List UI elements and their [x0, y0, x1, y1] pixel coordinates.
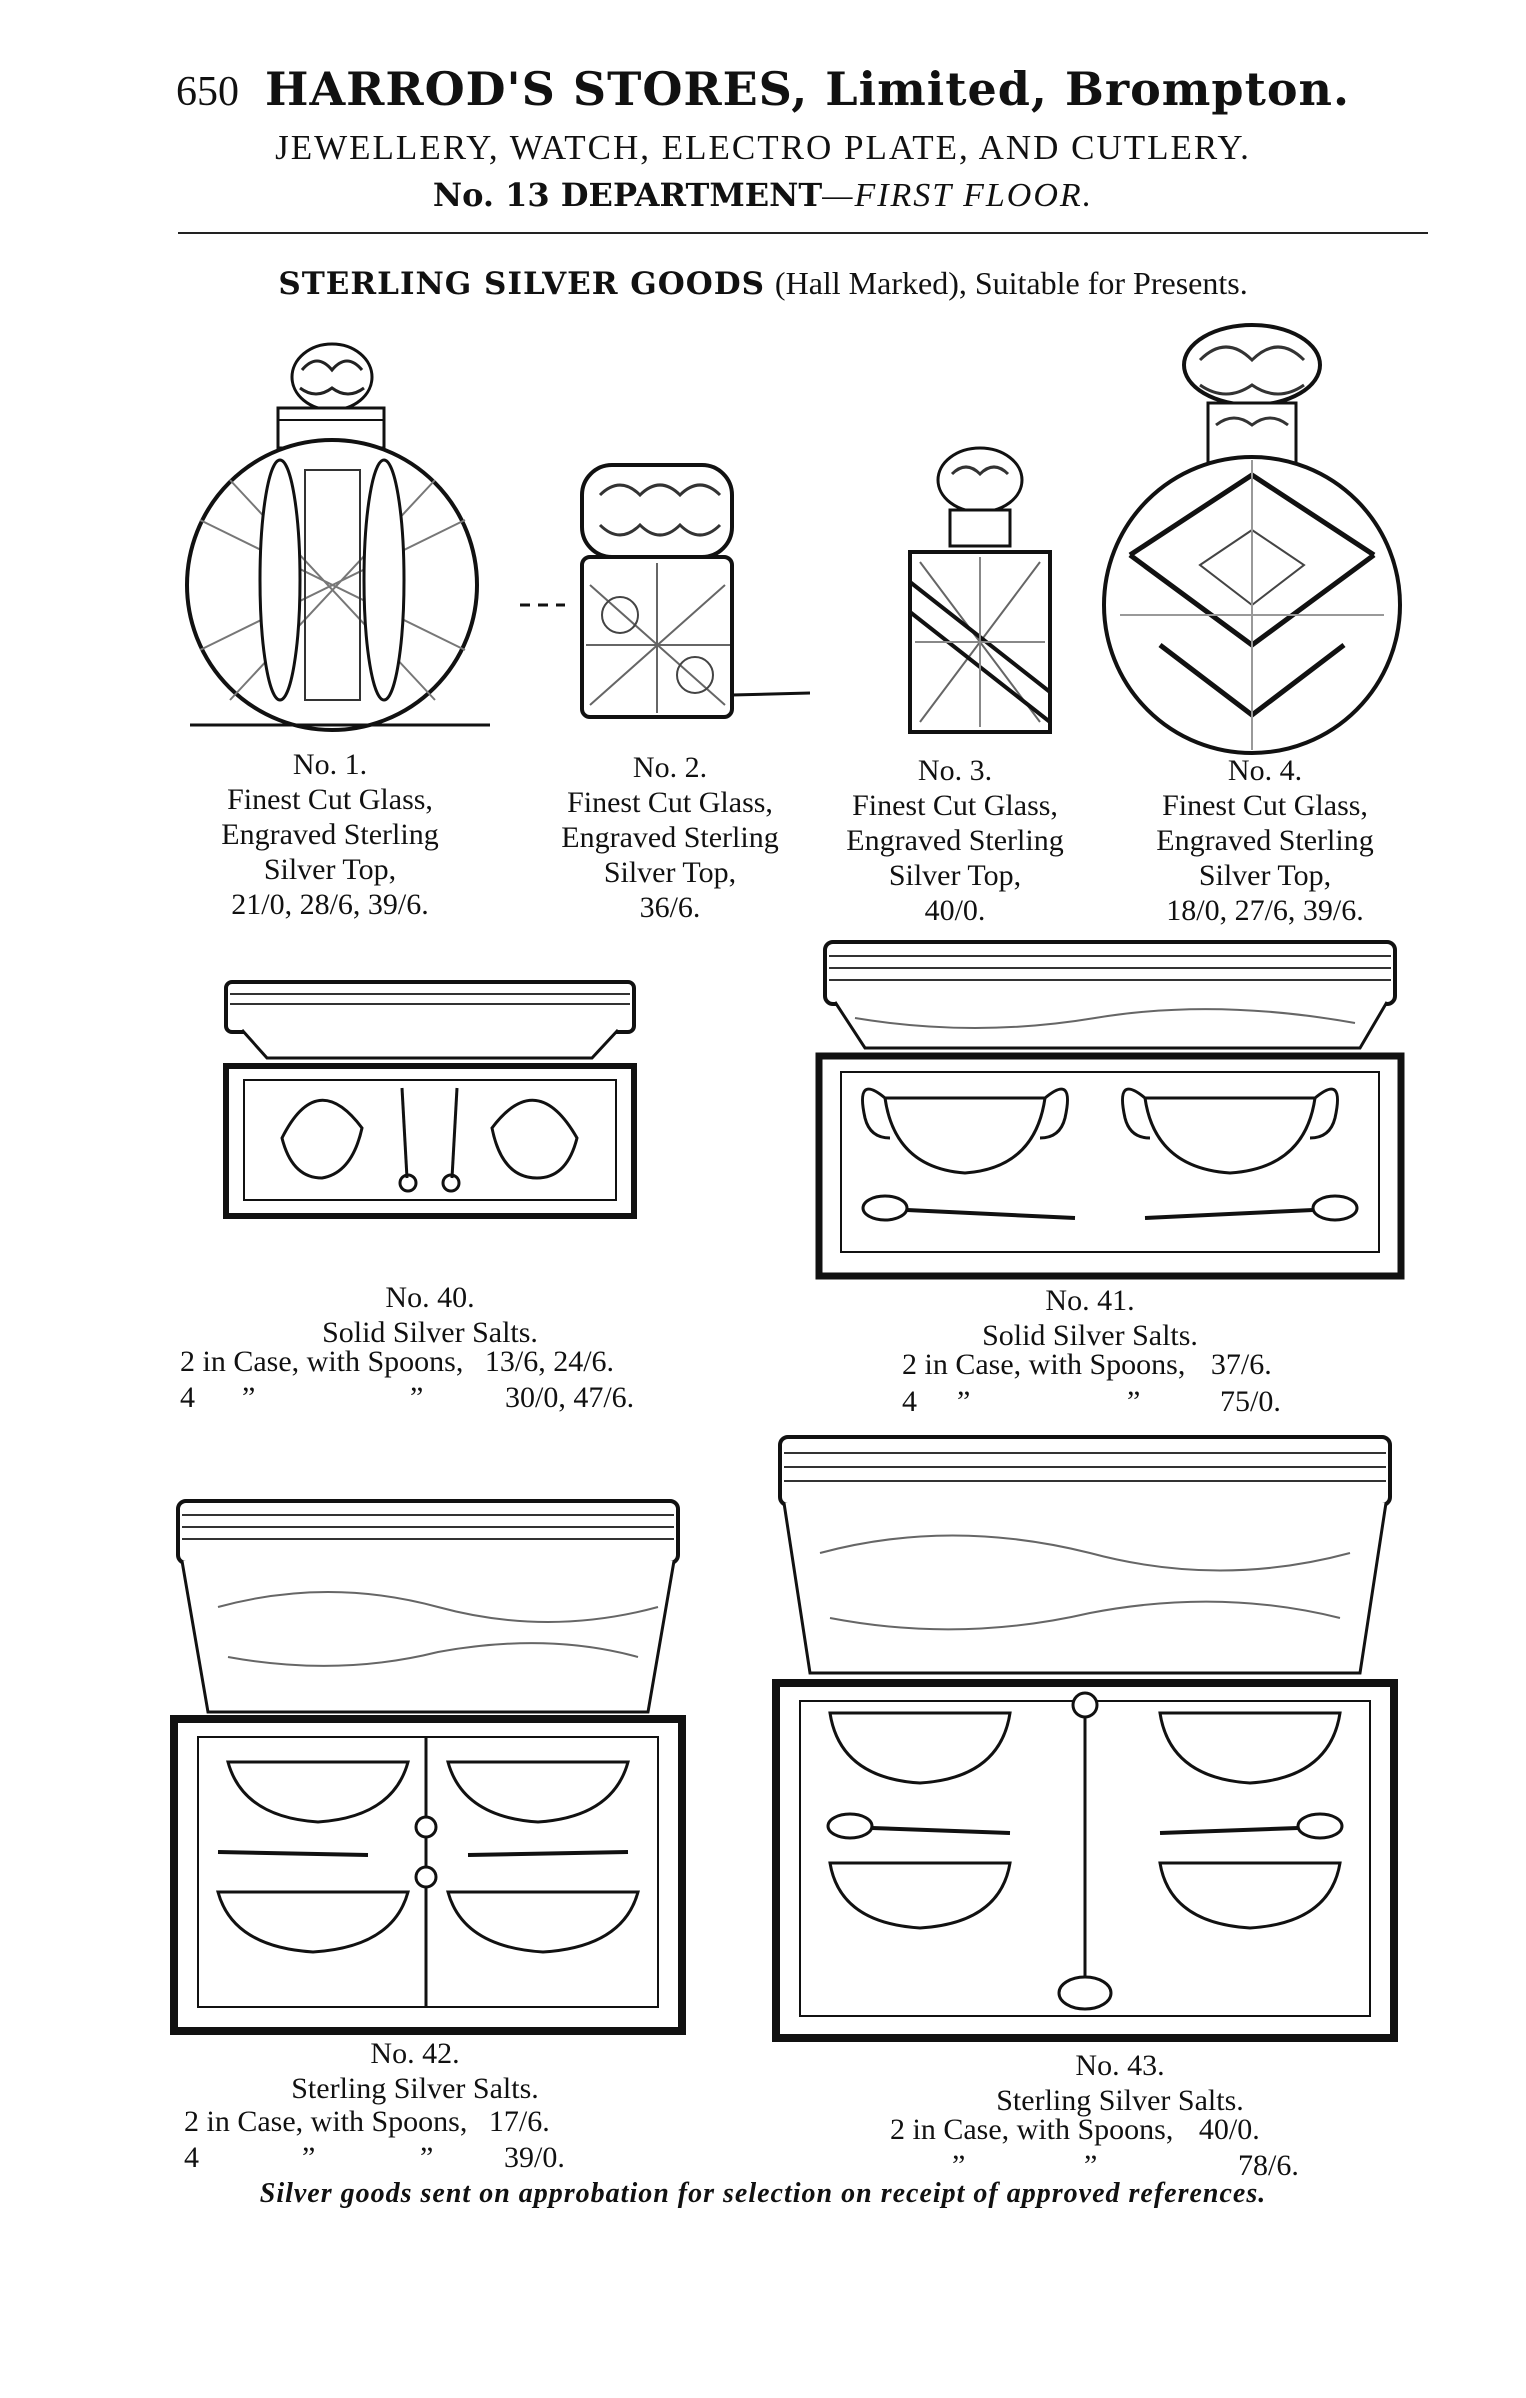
set-42-caption [235, 2036, 595, 2106]
bottle-4-number: No. 4. [1227, 754, 1303, 787]
bottle-1-line-2: Engraved Sterling [221, 818, 439, 851]
department-subtitle: JEWELLERY, WATCH, ELECTRO PLATE, AND CUTLERY. [275, 128, 1251, 167]
department-floor: —FIRST FLOOR. [822, 177, 1094, 214]
set-40-row-2-ditto-1: ” [242, 1381, 256, 1414]
set-43-row-1-label: 2 in Case, with Spoons, [890, 2113, 1174, 2146]
bottle-2-line-2: Engraved Sterling [561, 821, 779, 854]
bottle-1-line-1: Finest Cut Glass, [227, 783, 433, 816]
set-43-illustration [770, 1433, 1400, 2045]
bottle-4-line-3: Silver Top, [1198, 859, 1332, 892]
set-42-description: Sterling Silver Salts. [291, 2072, 539, 2105]
department-line [0, 176, 1526, 215]
set-41-price-row-2 [902, 1384, 1322, 1420]
set-43-number: No. 43. [1075, 2049, 1165, 2082]
bottle-4-caption [1115, 753, 1415, 928]
bottle-1-caption [190, 747, 470, 922]
bottle-2-line-3: Silver Top, [603, 856, 737, 889]
set-42-price-row-1 [184, 2104, 550, 2140]
section-heading [0, 265, 1526, 302]
set-42-row-2-qty: 4 [184, 2141, 199, 2174]
set-41-row-2-ditto-1: ” [957, 1385, 971, 1418]
bottle-3-line-3: Silver Top, [888, 859, 1022, 892]
set-41-number: No. 41. [1045, 1284, 1135, 1317]
set-42-number: No. 42. [370, 2037, 460, 2070]
bottle-4-line-1: Finest Cut Glass, [1162, 789, 1368, 822]
approbation-note: Silver goods sent on approbation for selection on receipt of approved references. [259, 2178, 1267, 2209]
set-42-row-1-label: 2 in Case, with Spoons, [184, 2105, 468, 2138]
bottle-3-price: 40/0. [924, 894, 986, 927]
set-40-row-2-price: 30/0, 47/6. [505, 1381, 635, 1414]
set-43-description: Sterling Silver Salts. [996, 2084, 1244, 2117]
bottle-2-caption [530, 750, 810, 925]
set-42-illustration [168, 1497, 688, 2037]
set-40-row-2-ditto-2: ” [410, 1381, 424, 1414]
set-41-caption [910, 1283, 1270, 1353]
set-42-row-1-price: 17/6. [488, 2105, 550, 2138]
bottle-4-line-2: Engraved Sterling [1156, 824, 1374, 857]
set-42-row-2-ditto-1: ” [302, 2141, 316, 2174]
set-41-price-row-1 [902, 1347, 1272, 1383]
set-40-price-row-2 [180, 1380, 680, 1416]
bottle-4-price: 18/0, 27/6, 39/6. [1166, 894, 1364, 927]
bottle-2-line-1: Finest Cut Glass, [567, 786, 773, 819]
bottle-3-caption [820, 753, 1090, 928]
section-title: STERLING SILVER GOODS [278, 266, 766, 302]
bottle-3-line-1: Finest Cut Glass, [852, 789, 1058, 822]
set-42-price-row-2 [184, 2140, 644, 2176]
set-40-number: No. 40. [385, 1281, 475, 1314]
bottle-2-illustration [510, 455, 810, 735]
bottle-3-line-2: Engraved Sterling [846, 824, 1064, 857]
set-41-row-2-price: 75/0. [1220, 1385, 1281, 1418]
set-41-row-1-label: 2 in Case, with Spoons, [902, 1348, 1186, 1381]
set-43-row-1-price: 40/0. [1198, 2113, 1260, 2146]
set-43-row-2-ditto-1: ” [952, 2149, 966, 2182]
set-40-price-row-1 [180, 1344, 614, 1380]
set-43-price-row-1 [890, 2112, 1260, 2148]
set-43-caption [940, 2048, 1300, 2118]
store-name: HARROD'S STORES, Limited, Brompton. [264, 62, 1350, 116]
set-43-row-2-price: 78/6. [1238, 2149, 1299, 2182]
store-heading [0, 62, 1526, 116]
set-40-row-1-label: 2 in Case, with Spoons, [180, 1345, 464, 1378]
set-42-row-2-price: 39/0. [504, 2141, 565, 2174]
department-prefix: No. 13 DEPARTMENT [432, 176, 823, 214]
set-40-row-2-qty: 4 [180, 1381, 195, 1414]
page-number: 650 [175, 69, 239, 115]
set-41-illustration [815, 938, 1405, 1283]
set-41-description: Solid Silver Salts. [982, 1319, 1198, 1352]
set-41-row-2-ditto-2: ” [1127, 1385, 1141, 1418]
set-40-description: Solid Silver Salts. [322, 1316, 538, 1349]
header-rule [178, 232, 1428, 234]
set-42-row-2-ditto-2: ” [420, 2141, 434, 2174]
bottle-1-number: No. 1. [292, 748, 368, 781]
bottle-1-illustration [170, 330, 490, 750]
bottle-3-number: No. 3. [917, 754, 993, 787]
bottle-1-line-3: Silver Top, [263, 853, 397, 886]
bottle-3-illustration [880, 442, 1080, 742]
set-43-row-2-ditto-2: ” [1084, 2149, 1098, 2182]
bottle-1-price: 21/0, 28/6, 39/6. [231, 888, 429, 921]
bottle-2-number: No. 2. [632, 751, 708, 784]
set-41-row-2-qty: 4 [902, 1385, 917, 1418]
set-40-row-1-price: 13/6, 24/6. [484, 1345, 615, 1378]
bottle-4-illustration [1090, 315, 1420, 755]
set-40-illustration [222, 978, 638, 1238]
section-note: (Hall Marked), Suitable for Presents. [774, 265, 1248, 301]
set-40-caption [250, 1280, 610, 1350]
set-41-row-1-price: 37/6. [1210, 1348, 1272, 1381]
bottle-2-price: 36/6. [639, 891, 701, 924]
